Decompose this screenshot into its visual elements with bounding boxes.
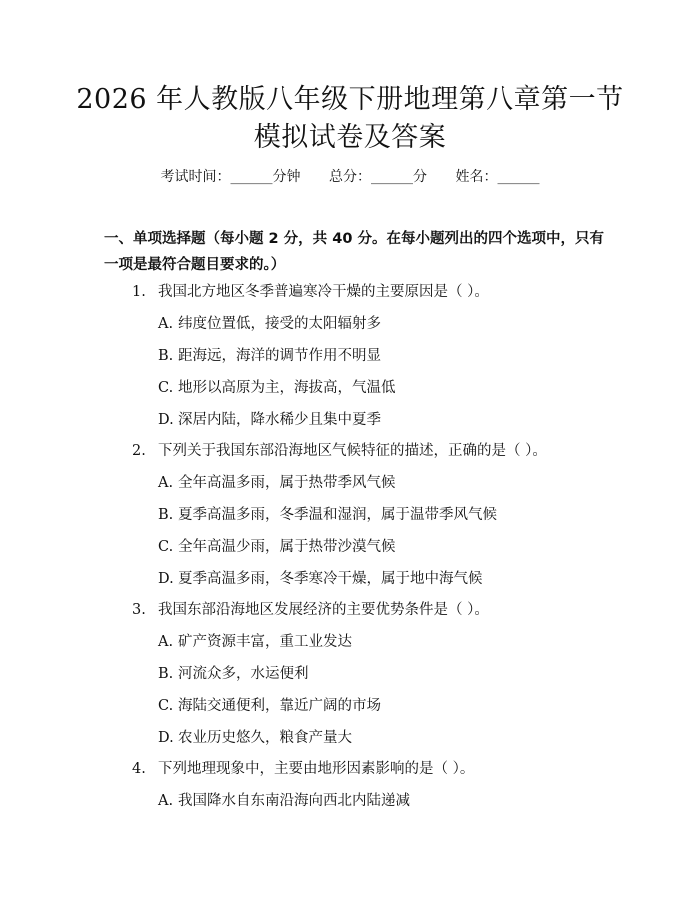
option-letter: D. [158,571,174,587]
option-item [158,663,309,685]
question-number: 3. [132,602,146,618]
option-letter: D. [158,730,174,746]
question-text: 下列关于我国东部沿海地区气候特征的描述，正确的是（ ）。 [158,443,547,459]
option-item [158,472,396,494]
option-text: 海陆交通便利，靠近广阔的市场 [178,698,381,714]
option-text: 全年高温少雨，属于热带沙漠气候 [178,539,396,555]
question-item [132,440,547,462]
exam-time-field: 考试时间：______分钟 [160,169,301,185]
option-item [158,377,396,399]
section-heading: 一、单项选择题（每小题 2 分，共 40 分。在每小题列出的四个选项中，只有一项是最符合题目要求的。） [104,231,604,273]
option-text: 夏季高温多雨，冬季寒冷干燥，属于地中海气候 [178,571,483,587]
option-letter: A. [158,634,174,650]
option-letter: B. [158,348,174,364]
option-text: 深居内陆，降水稀少且集中夏季 [178,412,381,428]
option-letter: A. [158,475,174,491]
exam-meta [0,166,700,188]
option-item [158,536,396,558]
option-letter: D. [158,412,174,428]
question-text: 下列地理现象中，主要由地形因素影响的是（ ）。 [158,761,475,777]
question-item [132,758,474,780]
option-item [158,568,483,590]
question-text: 我国东部沿海地区发展经济的主要优势条件是（ ）。 [158,602,489,618]
option-text: 河流众多，水运便利 [178,666,309,682]
question-number: 4. [132,761,146,777]
option-item [158,409,381,431]
option-letter: A. [158,793,174,809]
option-text: 夏季高温多雨，冬季温和湿润，属于温带季风气候 [178,507,497,523]
option-letter: B. [158,666,174,682]
page-title-line-2: 模拟试卷及答案 [253,122,447,153]
option-text: 农业历史悠久，粮食产量大 [178,730,352,746]
question-text: 我国北方地区冬季普遍寒冷干燥的主要原因是（ ）。 [158,284,489,300]
option-text: 纬度位置低，接受的太阳辐射多 [178,316,381,332]
question-item [132,281,489,303]
option-item [158,504,497,526]
option-letter: C. [158,380,174,396]
exam-score-field: 总分：______分 [329,169,427,185]
option-text: 全年高温多雨，属于热带季风气候 [178,475,396,491]
option-letter: C. [158,698,174,714]
option-item [158,313,381,335]
option-text: 矿产资源丰富，重工业发达 [178,634,352,650]
option-letter: B. [158,507,174,523]
option-item [158,727,352,749]
student-name-field: 姓名：______ [455,169,540,185]
option-text: 我国降水自东南沿海向西北内陆递减 [178,793,410,809]
option-text: 地形以高原为主，海拔高，气温低 [178,380,396,396]
option-letter: A. [158,316,174,332]
option-item [158,631,352,653]
option-letter: C. [158,539,174,555]
question-number: 1. [132,284,146,300]
option-item [158,345,381,367]
question-number: 2. [132,443,146,459]
question-item [132,599,489,621]
page-title-line-1: 2026 年人教版八年级下册地理第八章第一节 [76,84,624,115]
option-item [158,695,381,717]
option-text: 距海远，海洋的调节作用不明显 [178,348,381,364]
option-item [158,790,410,812]
